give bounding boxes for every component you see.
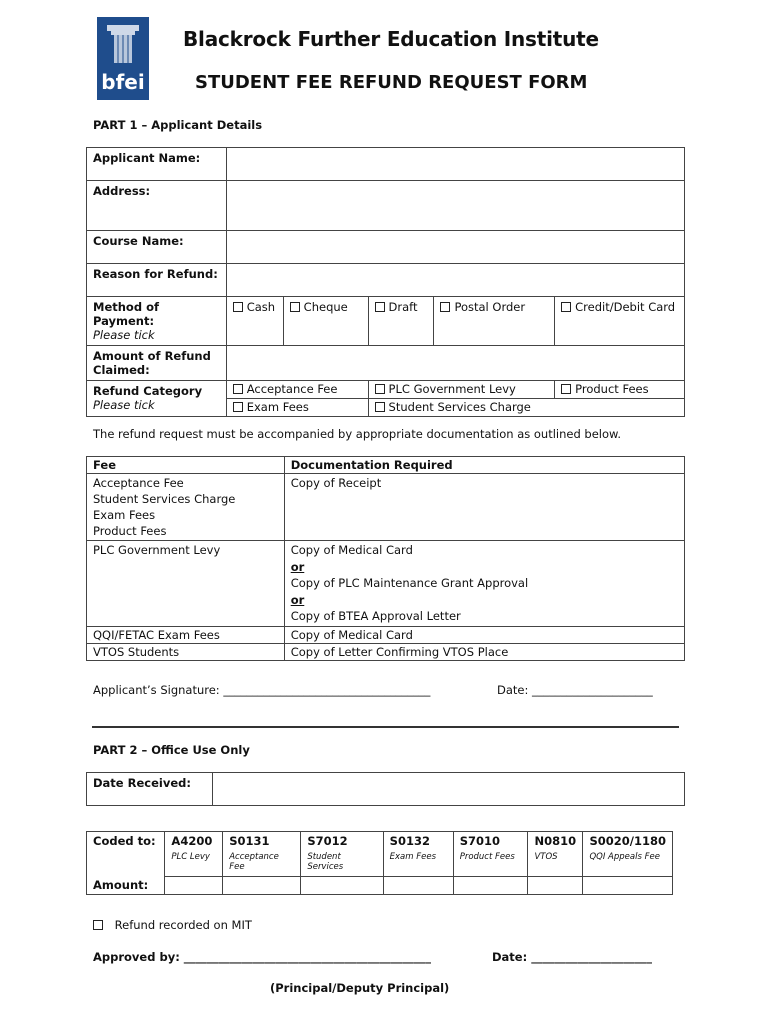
method-cash-label: Cash [246, 300, 276, 314]
method-please-tick: Please tick [93, 328, 155, 342]
method-credit-debit[interactable] [555, 297, 685, 346]
amount-s7012[interactable] [301, 876, 383, 895]
checkbox-icon[interactable] [375, 384, 385, 394]
method-postal-order-label: Postal Order [454, 300, 526, 314]
category-plc-levy[interactable] [368, 381, 555, 399]
mit-label: Refund recorded on MIT [114, 918, 252, 932]
desc-product-fees: Product Fees [453, 850, 528, 876]
category-acceptance-fee[interactable] [226, 381, 368, 399]
coding-table [86, 831, 673, 895]
doc-medical-card: Copy of Medical Card [290, 543, 413, 557]
mit-row[interactable] [93, 918, 252, 932]
amount-s7010[interactable] [453, 876, 528, 895]
approved-by[interactable]: Approved by: ___________________________________________ [93, 950, 432, 964]
section-divider [92, 726, 679, 728]
method-cash[interactable] [226, 297, 283, 346]
desc-student-services: Student Services [301, 850, 383, 876]
doc-row2-fee: PLC Government Levy [87, 541, 285, 627]
doc-or-2: or [290, 592, 305, 607]
doc-row4-doc: Copy of Letter Confirming VTOS Place [284, 643, 684, 660]
checkbox-icon[interactable] [561, 302, 571, 312]
part1-heading: PART 1 – Applicant Details [93, 118, 263, 132]
checkbox-icon[interactable] [375, 402, 385, 412]
checkbox-icon[interactable] [290, 302, 300, 312]
applicant-name-field[interactable] [226, 148, 684, 181]
category-product-fees-label: Product Fees [575, 382, 649, 396]
fee-product: Product Fees [93, 524, 167, 538]
date-received-label: Date Received: [87, 773, 213, 806]
code-s0020: S0020/1180 [583, 832, 673, 851]
address-label: Address: [87, 181, 227, 231]
doc-row3-fee: QQI/FETAC Exam Fees [87, 626, 285, 643]
documentation-note: The refund request must be accompanied by appropriate documentation as outlined below. [93, 427, 622, 441]
bfei-logo [97, 17, 149, 100]
method-credit-debit-label: Credit/Debit Card [575, 300, 676, 314]
amount-label: Amount: [87, 876, 165, 895]
method-label-cell [87, 297, 227, 346]
doc-row1-doc: Copy of Receipt [284, 474, 684, 541]
checkbox-icon[interactable] [233, 384, 243, 394]
doc-or-1: or [290, 559, 305, 574]
category-student-services[interactable] [368, 399, 684, 417]
doc-row4-fee: VTOS Students [87, 643, 285, 660]
course-name-label: Course Name: [87, 231, 227, 264]
amount-s0020[interactable] [583, 876, 673, 895]
method-cheque[interactable] [283, 297, 368, 346]
checkbox-icon[interactable] [233, 302, 243, 312]
desc-vtos: VTOS [528, 850, 583, 876]
course-name-field[interactable] [226, 231, 684, 264]
reason-label: Reason for Refund: [87, 264, 227, 297]
doc-header-docs: Documentation Required [284, 457, 684, 474]
coded-to-label: Coded to: [87, 832, 165, 877]
category-student-services-label: Student Services Charge [388, 400, 531, 414]
institute-name: Blackrock Further Education Institute [183, 27, 599, 51]
documentation-table [86, 456, 685, 661]
approved-date[interactable]: Date: _____________________ [492, 950, 652, 964]
category-please-tick: Please tick [93, 398, 155, 412]
applicant-date[interactable]: Date: _____________________ [497, 683, 653, 697]
applicant-name-label: Applicant Name: [87, 148, 227, 181]
method-label: Method of Payment: [93, 300, 159, 328]
category-label: Refund Category [93, 384, 203, 398]
desc-exam-fees: Exam Fees [383, 850, 453, 876]
address-field[interactable] [226, 181, 684, 231]
doc-plc-grant: Copy of PLC Maintenance Grant Approval [290, 576, 529, 590]
desc-acceptance-fee: Acceptance Fee [223, 850, 301, 876]
category-exam-fees-label: Exam Fees [246, 400, 309, 414]
category-product-fees[interactable] [555, 381, 685, 399]
doc-header-fee: Fee [87, 457, 285, 474]
checkbox-icon[interactable] [233, 402, 243, 412]
code-n0810: N0810 [528, 832, 583, 851]
fee-acceptance: Acceptance Fee [93, 476, 184, 490]
amount-a4200[interactable] [165, 876, 223, 895]
code-a4200: A4200 [165, 832, 223, 851]
category-plc-levy-label: PLC Government Levy [388, 382, 516, 396]
fee-student-services: Student Services Charge [93, 492, 236, 506]
method-postal-order[interactable] [434, 297, 555, 346]
code-s7010: S7010 [453, 832, 528, 851]
part2-heading: PART 2 – Office Use Only [93, 743, 250, 757]
date-received-field[interactable] [212, 773, 684, 806]
form-title: STUDENT FEE REFUND REQUEST FORM [195, 72, 588, 93]
applicant-details-table [86, 147, 685, 417]
doc-btea-letter: Copy of BTEA Approval Letter [290, 609, 461, 623]
amount-claimed-label: Amount of Refund Claimed: [87, 346, 227, 381]
method-draft[interactable] [368, 297, 434, 346]
amount-s0132[interactable] [383, 876, 453, 895]
principal-caption: (Principal/Deputy Principal) [270, 981, 450, 995]
code-s0132: S0132 [383, 832, 453, 851]
code-s7012: S7012 [301, 832, 383, 851]
amount-claimed-field[interactable] [226, 346, 684, 381]
code-s0131: S0131 [223, 832, 301, 851]
checkbox-icon[interactable] [561, 384, 571, 394]
method-cheque-label: Cheque [303, 300, 348, 314]
fee-exam: Exam Fees [93, 508, 156, 522]
checkbox-icon[interactable] [93, 920, 103, 930]
amount-n0810[interactable] [528, 876, 583, 895]
category-exam-fees[interactable] [226, 399, 368, 417]
method-draft-label: Draft [388, 300, 418, 314]
date-received-table [86, 772, 685, 806]
reason-field[interactable] [226, 264, 684, 297]
doc-row2-docs [284, 541, 684, 627]
doc-row3-doc: Copy of Medical Card [284, 626, 684, 643]
category-label-cell [87, 381, 227, 417]
applicant-signature[interactable]: Applicant’s Signature: ____________________________________ [93, 683, 431, 697]
doc-row1-fees [87, 474, 285, 541]
checkbox-icon[interactable] [440, 302, 450, 312]
logo-text: bfei [101, 70, 145, 94]
category-acceptance-fee-label: Acceptance Fee [246, 382, 338, 396]
checkbox-icon[interactable] [375, 302, 385, 312]
desc-qqi-appeals: QQI Appeals Fee [583, 850, 673, 876]
amount-s0131[interactable] [223, 876, 301, 895]
desc-plc-levy: PLC Levy [165, 850, 223, 876]
